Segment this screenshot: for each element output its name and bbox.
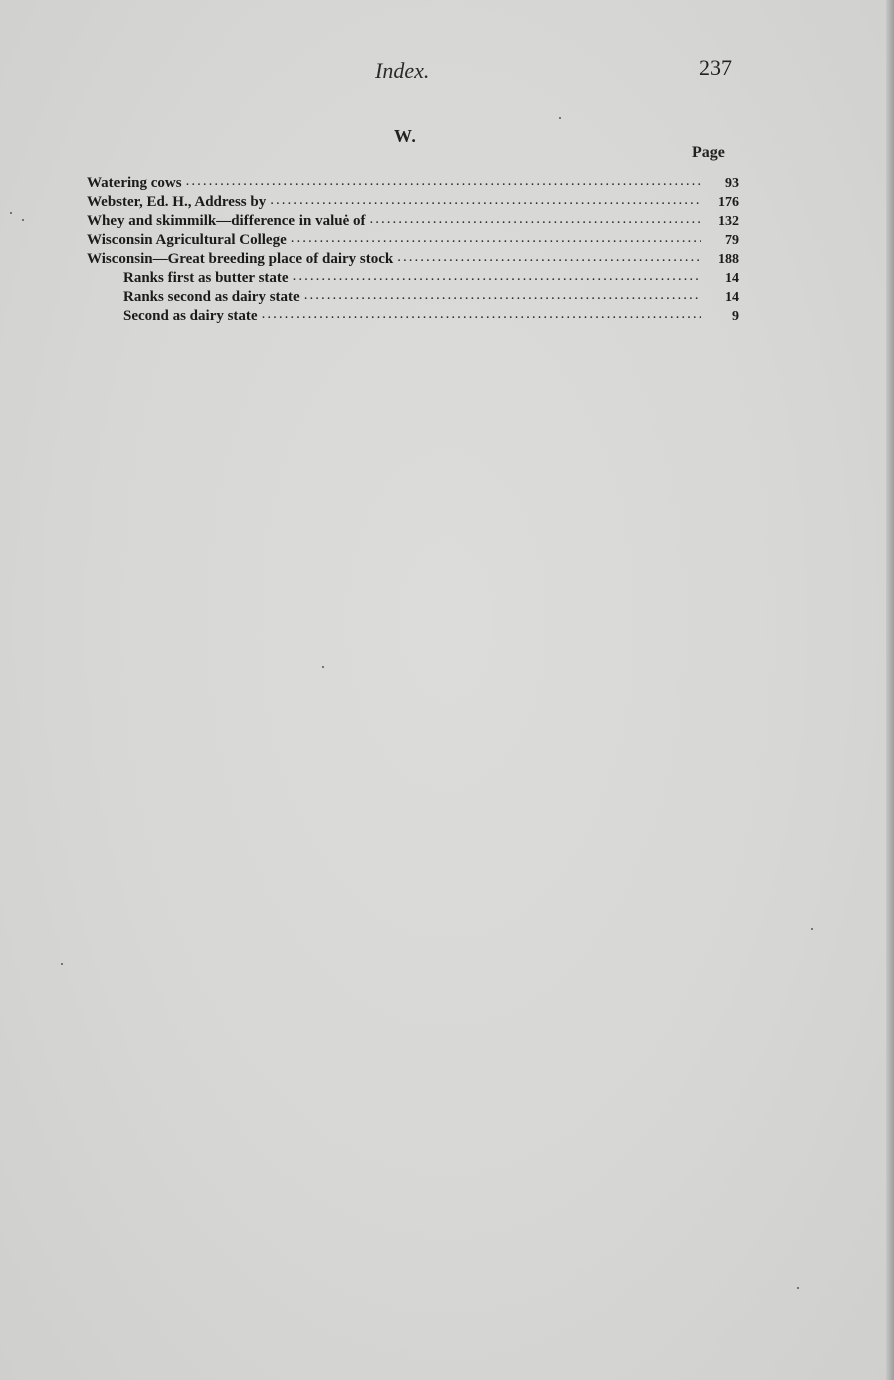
dot-leader [369,210,701,229]
page-edge-shadow [886,0,894,1380]
entry-text: Wisconsin Agricultural College [87,232,287,248]
page-header [0,54,894,88]
paper-speck [559,117,561,119]
paper-speck [22,219,24,221]
entry-text: Webster, Ed. H., Address by [87,194,267,210]
dot-leader [291,229,701,248]
page-column-label: Page [692,144,725,161]
page-number: 237 [699,55,732,80]
dot-leader [270,191,701,210]
entry-text: Watering cows [87,175,182,191]
entry-text: Whey and skimmilk—difference in valuė of [87,213,366,229]
dot-leader [186,172,701,191]
entry-text: Ranks first as butter state [123,270,289,286]
entry-page-number: 176 [718,195,739,210]
entry-text: Wisconsin—Great breeding place of dairy stock [87,251,394,267]
entry-page-number: 93 [725,176,739,191]
entry-page-number: 14 [725,271,739,286]
running-head: Index. [375,58,430,83]
entry-page-number: 188 [718,252,739,267]
paper-speck [811,928,813,930]
dot-leader [262,305,701,324]
index-subentry [87,307,739,326]
entry-text: Ranks second as dairy state [123,289,300,305]
dot-leader [304,286,701,305]
entry-page-number: 14 [725,290,739,305]
paper-speck [10,212,12,214]
paper-speck [322,666,324,668]
section-heading: W. [394,126,417,146]
paper-speck [61,963,63,965]
entry-page-number: 132 [718,214,739,229]
dot-leader [293,267,701,286]
entry-text: Second as dairy state [123,308,258,324]
entry-page-number: 9 [732,309,739,324]
dot-leader [397,248,701,267]
paper-speck [797,1287,799,1289]
index-entries [87,174,739,326]
entry-page-number: 79 [725,233,739,248]
